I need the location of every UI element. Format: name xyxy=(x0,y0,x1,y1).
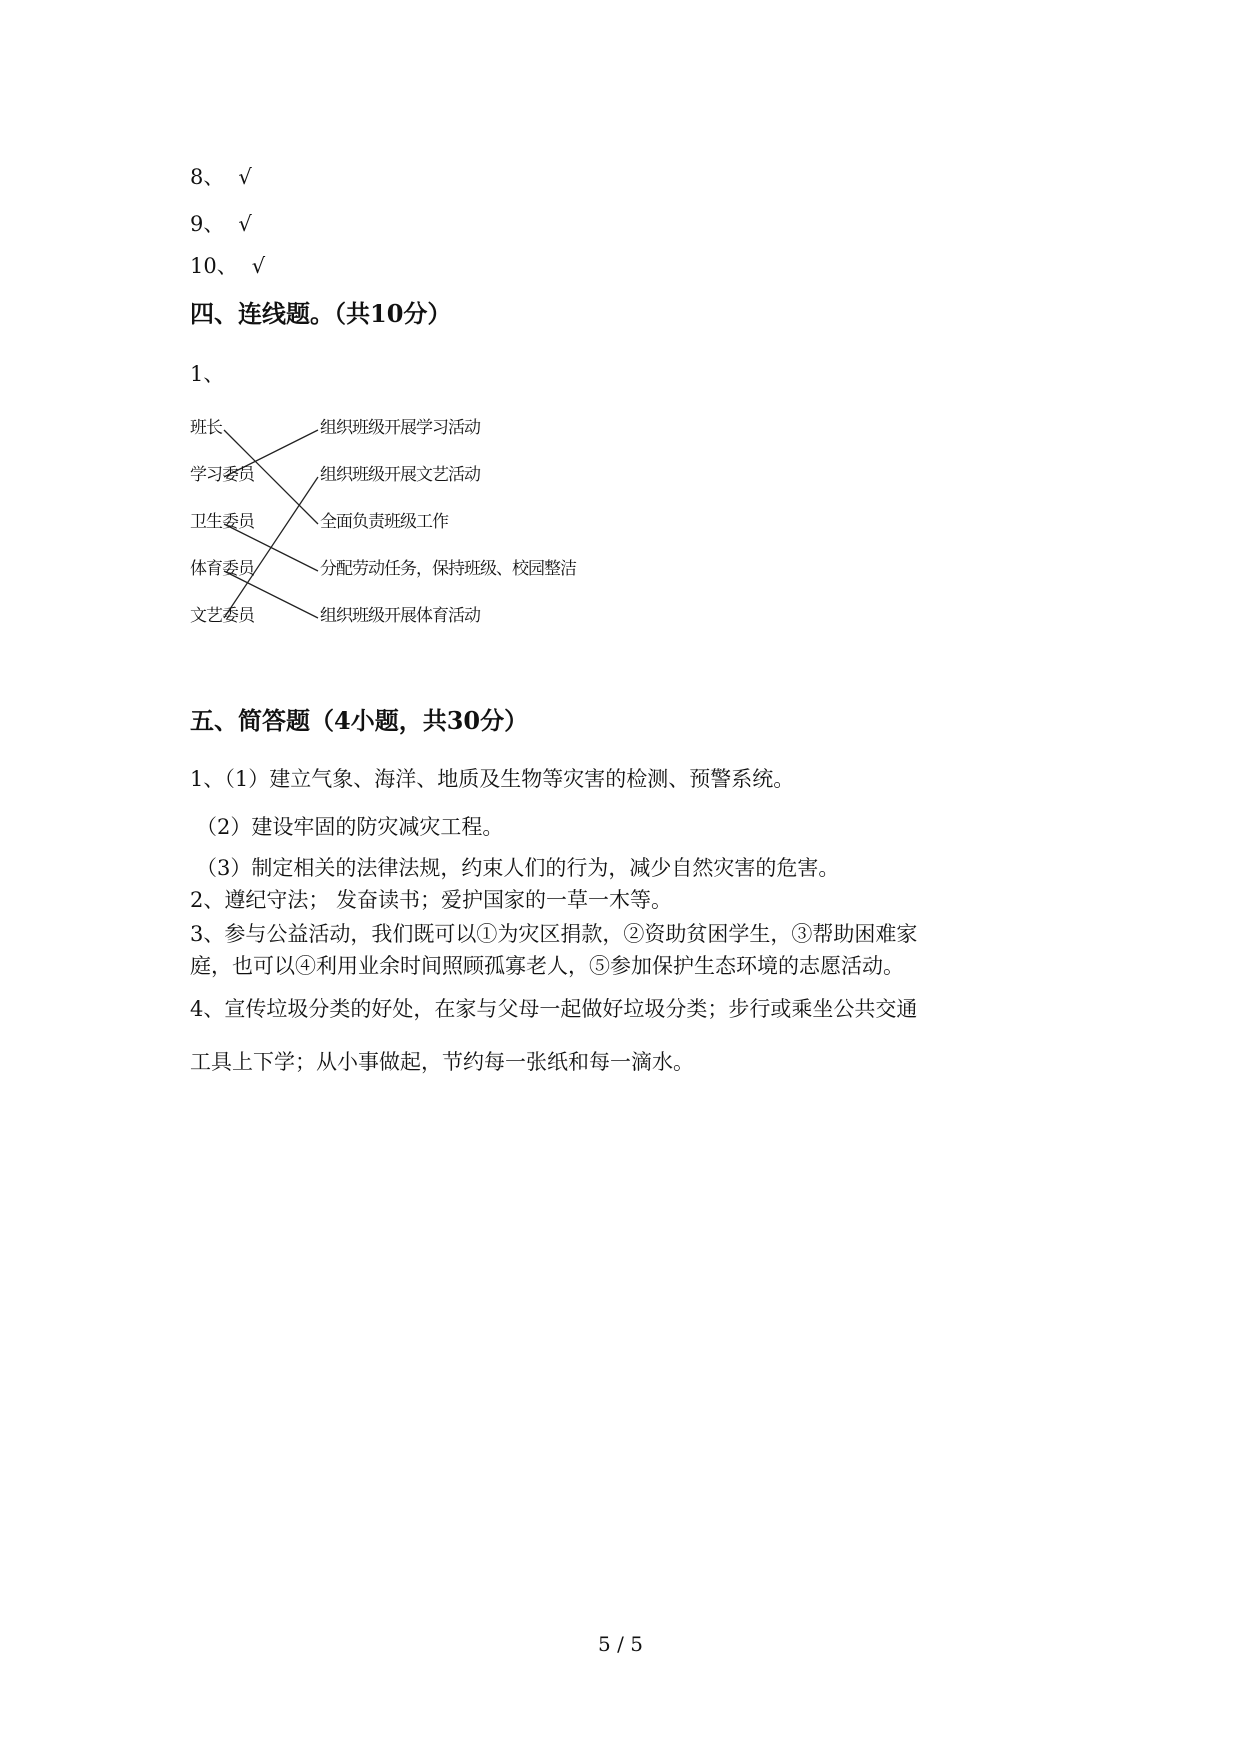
answer-text-line: 工具上下学；从小事做起，节约每一张纸和每一滴水。 xyxy=(190,1050,694,1074)
check-mark: √ xyxy=(238,212,252,236)
answer-text-line: （2）建设牢固的防灾减灾工程。 xyxy=(196,815,504,839)
match-right-item: 组织班级开展文艺活动 xyxy=(320,465,480,485)
match-right-item: 全面负责班级工作 xyxy=(320,512,448,532)
answer-item xyxy=(190,253,265,279)
answer-number: 8、 xyxy=(190,165,225,189)
answer-item xyxy=(190,164,252,190)
answer-number: 9、 xyxy=(190,212,225,236)
match-right-item: 组织班级开展学习活动 xyxy=(320,418,480,438)
question-number: 1、 xyxy=(190,362,225,386)
answer-text-line: 4、宣传垃圾分类的好处，在家与父母一起做好垃圾分类；步行或乘坐公共交通 xyxy=(190,997,918,1021)
match-left-item: 体育委员 xyxy=(190,559,254,579)
match-right-item: 组织班级开展体育活动 xyxy=(320,606,480,626)
answer-text-line: 1、（1）建立气象、海洋、地质及生物等灾害的检测、预警系统。 xyxy=(190,767,795,791)
page-number: 5 / 5 xyxy=(598,1632,643,1656)
match-line xyxy=(224,477,318,618)
match-right-item: 分配劳动任务，保持班级、校园整洁 xyxy=(320,559,576,579)
check-mark: √ xyxy=(251,254,266,278)
section-title: 四、连线题。（共10分） xyxy=(190,299,452,328)
match-left-item: 文艺委员 xyxy=(190,606,254,626)
matching-diagram xyxy=(186,410,576,640)
answer-text-line: 2、遵纪守法； 发奋读书；爱护国家的一草一木等。 xyxy=(190,888,673,912)
answer-item xyxy=(190,211,252,237)
match-left-item: 卫生委员 xyxy=(190,512,254,532)
match-left-item: 班长 xyxy=(190,418,222,438)
answer-number: 10、 xyxy=(190,254,238,278)
answer-text-line: 3、参与公益活动，我们既可以①为灾区捐款，②资助贫困学生，③帮助困难家 xyxy=(190,922,918,946)
answer-text-line: （3）制定相关的法律法规，约束人们的行为，减少自然灾害的危害。 xyxy=(196,856,840,880)
match-left-item: 学习委员 xyxy=(190,465,254,485)
section-title: 五、简答题（4小题，共30分） xyxy=(190,706,529,735)
check-mark: √ xyxy=(238,165,252,189)
answer-text-line: 庭，也可以④利用业余时间照顾孤寡老人，⑤参加保护生态环境的志愿活动。 xyxy=(190,954,904,978)
